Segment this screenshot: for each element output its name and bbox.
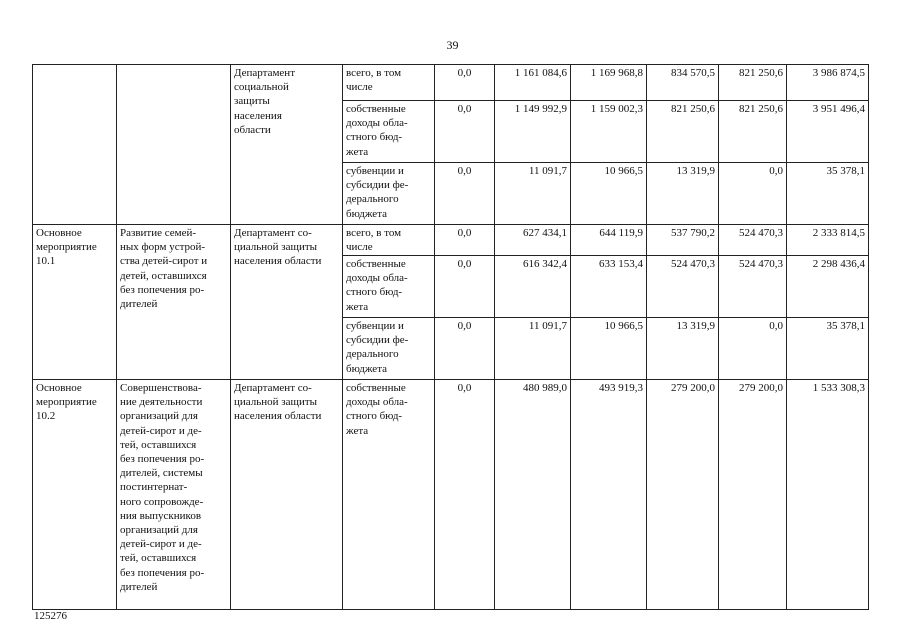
value-cell: 524 470,3 — [647, 256, 719, 318]
value-cell: 0,0 — [435, 225, 495, 256]
total-cell: 3 986 874,5 — [787, 65, 869, 101]
value-cell: 821 250,6 — [719, 101, 787, 163]
total-cell: 35 378,1 — [787, 163, 869, 225]
value-cell: 1 161 084,6 — [495, 65, 571, 101]
value-cell: 10 966,5 — [571, 318, 647, 380]
event-cell — [33, 65, 117, 225]
value-cell: 524 470,3 — [719, 225, 787, 256]
budget-table — [32, 64, 869, 610]
name-cell: Развитие семей- ных форм устрой- ства детей-сирот и детей, оставшихся без попечения ро- дителей — [117, 225, 231, 380]
value-cell: 616 342,4 — [495, 256, 571, 318]
value-cell: 633 153,4 — [571, 256, 647, 318]
value-cell: 279 200,0 — [719, 380, 787, 610]
table-row — [33, 225, 869, 256]
value-cell: 10 966,5 — [571, 163, 647, 225]
department-cell: Департамент социальной защиты населения области — [231, 65, 343, 225]
value-cell: 1 149 992,9 — [495, 101, 571, 163]
value-cell: 493 919,3 — [571, 380, 647, 610]
value-cell: 537 790,2 — [647, 225, 719, 256]
table-row — [33, 380, 869, 610]
name-cell — [117, 65, 231, 225]
source-cell: собственные доходы обла- стного бюд- жета — [343, 256, 435, 318]
value-cell: 13 319,9 — [647, 163, 719, 225]
value-cell: 0,0 — [435, 101, 495, 163]
page-number: 39 — [446, 38, 459, 52]
source-cell: собственные доходы обла- стного бюд- жета — [343, 380, 435, 610]
value-cell: 0,0 — [435, 256, 495, 318]
value-cell: 0,0 — [435, 163, 495, 225]
source-cell: субвенции и субсидии фе- дерального бюджета — [343, 163, 435, 225]
department-cell: Департамент со- циальной защиты населения области — [231, 380, 343, 610]
value-cell: 11 091,7 — [495, 163, 571, 225]
value-cell: 0,0 — [435, 65, 495, 101]
source-cell: субвенции и субсидии фе- дерального бюджета — [343, 318, 435, 380]
value-cell: 821 250,6 — [647, 101, 719, 163]
value-cell: 0,0 — [435, 380, 495, 610]
total-cell: 2 298 436,4 — [787, 256, 869, 318]
name-cell: Совершенствова- ние деятельности организаций для детей-сирот и де- тей, оставшихся без попечения ро- дителей, системы постинтернат- ного сопровожде- ния выпускников организаций для детей-сирот и де- тей, оставшихся без попечения ро- дителей — [117, 380, 231, 610]
value-cell: 13 319,9 — [647, 318, 719, 380]
value-cell: 834 570,5 — [647, 65, 719, 101]
source-cell: собственные доходы обла- стного бюд- жета — [343, 101, 435, 163]
value-cell: 821 250,6 — [719, 65, 787, 101]
source-cell: всего, в том числе — [343, 65, 435, 101]
table-row — [33, 65, 869, 101]
total-cell: 2 333 814,5 — [787, 225, 869, 256]
total-cell: 3 951 496,4 — [787, 101, 869, 163]
value-cell: 0,0 — [719, 163, 787, 225]
value-cell: 627 434,1 — [495, 225, 571, 256]
value-cell: 0,0 — [719, 318, 787, 380]
event-cell: Основное мероприятие 10.2 — [33, 380, 117, 610]
value-cell: 480 989,0 — [495, 380, 571, 610]
value-cell: 11 091,7 — [495, 318, 571, 380]
total-cell: 1 533 308,3 — [787, 380, 869, 610]
document-code: 125276 — [34, 610, 67, 622]
value-cell: 279 200,0 — [647, 380, 719, 610]
value-cell: 1 169 968,8 — [571, 65, 647, 101]
total-cell: 35 378,1 — [787, 318, 869, 380]
department-cell: Департамент со- циальной защиты населения области — [231, 225, 343, 380]
source-cell: всего, в том числе — [343, 225, 435, 256]
value-cell: 524 470,3 — [719, 256, 787, 318]
value-cell: 1 159 002,3 — [571, 101, 647, 163]
value-cell: 0,0 — [435, 318, 495, 380]
value-cell: 644 119,9 — [571, 225, 647, 256]
event-cell: Основное мероприятие 10.1 — [33, 225, 117, 380]
